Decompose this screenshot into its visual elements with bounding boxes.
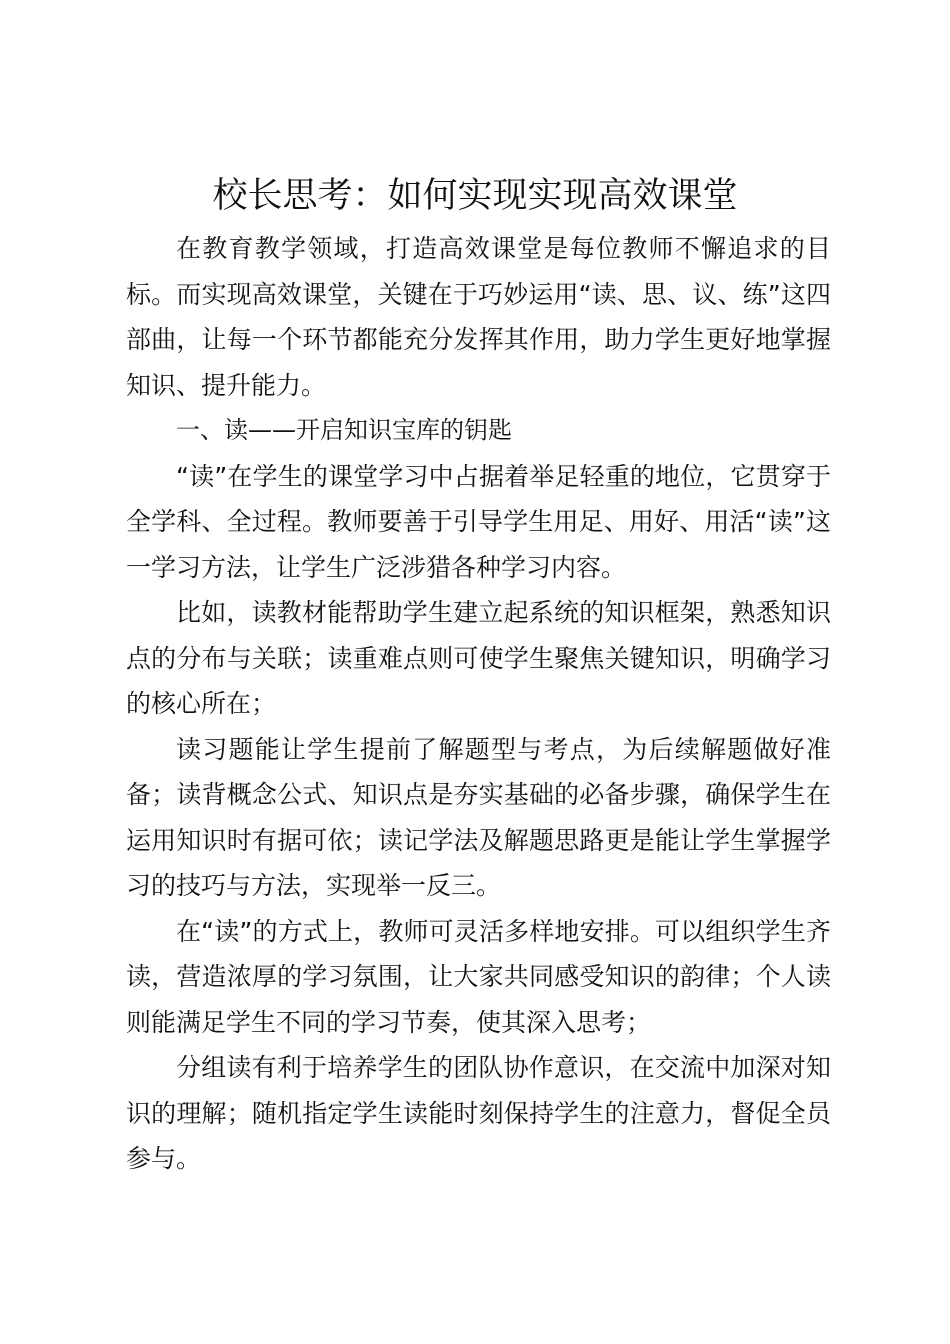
paragraph-read-exercises: 读习题能让学生提前了解题型与考点，为后续解题做好准备；读背概念公式、知识点是夯实基础的必备步骤，确保学生在运用知识时有据可依；读记学法及解题思路更是能让学生掌握学习的技巧与方法，实现举一反三。	[126, 734, 831, 900]
paragraph-intro: 在教育教学领域，打造高效课堂是每位教师不懈追求的目标。而实现高效课堂，关键在于巧妙运用“读、思、议、练”这四部曲，让每一个环节都能充分发挥其作用，助力学生更好地掌握知识、提升能力。	[126, 234, 831, 400]
paragraph-read-group: 分组读有利于培养学生的团队协作意识，在交流中加深对知识的理解；随机指定学生读能时刻保持学生的注意力，督促全员参与。	[126, 1053, 831, 1173]
paragraph-read-importance: “读”在学生的课堂学习中占据着举足轻重的地位，它贯穿于全学科、全过程。教师要善于引导学生用足、用好、用活“读”这一学习方法，让学生广泛涉猎各种学习内容。	[126, 461, 831, 582]
document-title: 校长思考：如何实现实现高效课堂	[212, 176, 738, 216]
paragraph-read-examples: 比如，读教材能帮助学生建立起系统的知识框架，熟悉知识点的分布与关联；读重难点则可使学生聚焦关键知识，明确学习的核心所在；	[126, 598, 831, 718]
paragraph-read-methods: 在“读”的方式上，教师可灵活多样地安排。可以组织学生齐读，营造浓厚的学习氛围，让大家共同感受知识的韵律；个人读则能满足学生不同的学习节奏，使其深入思考；	[126, 916, 831, 1037]
section-heading-read: 一、读——开启知识宝库的钥匙	[176, 416, 512, 444]
document-body	[126, 226, 831, 1182]
